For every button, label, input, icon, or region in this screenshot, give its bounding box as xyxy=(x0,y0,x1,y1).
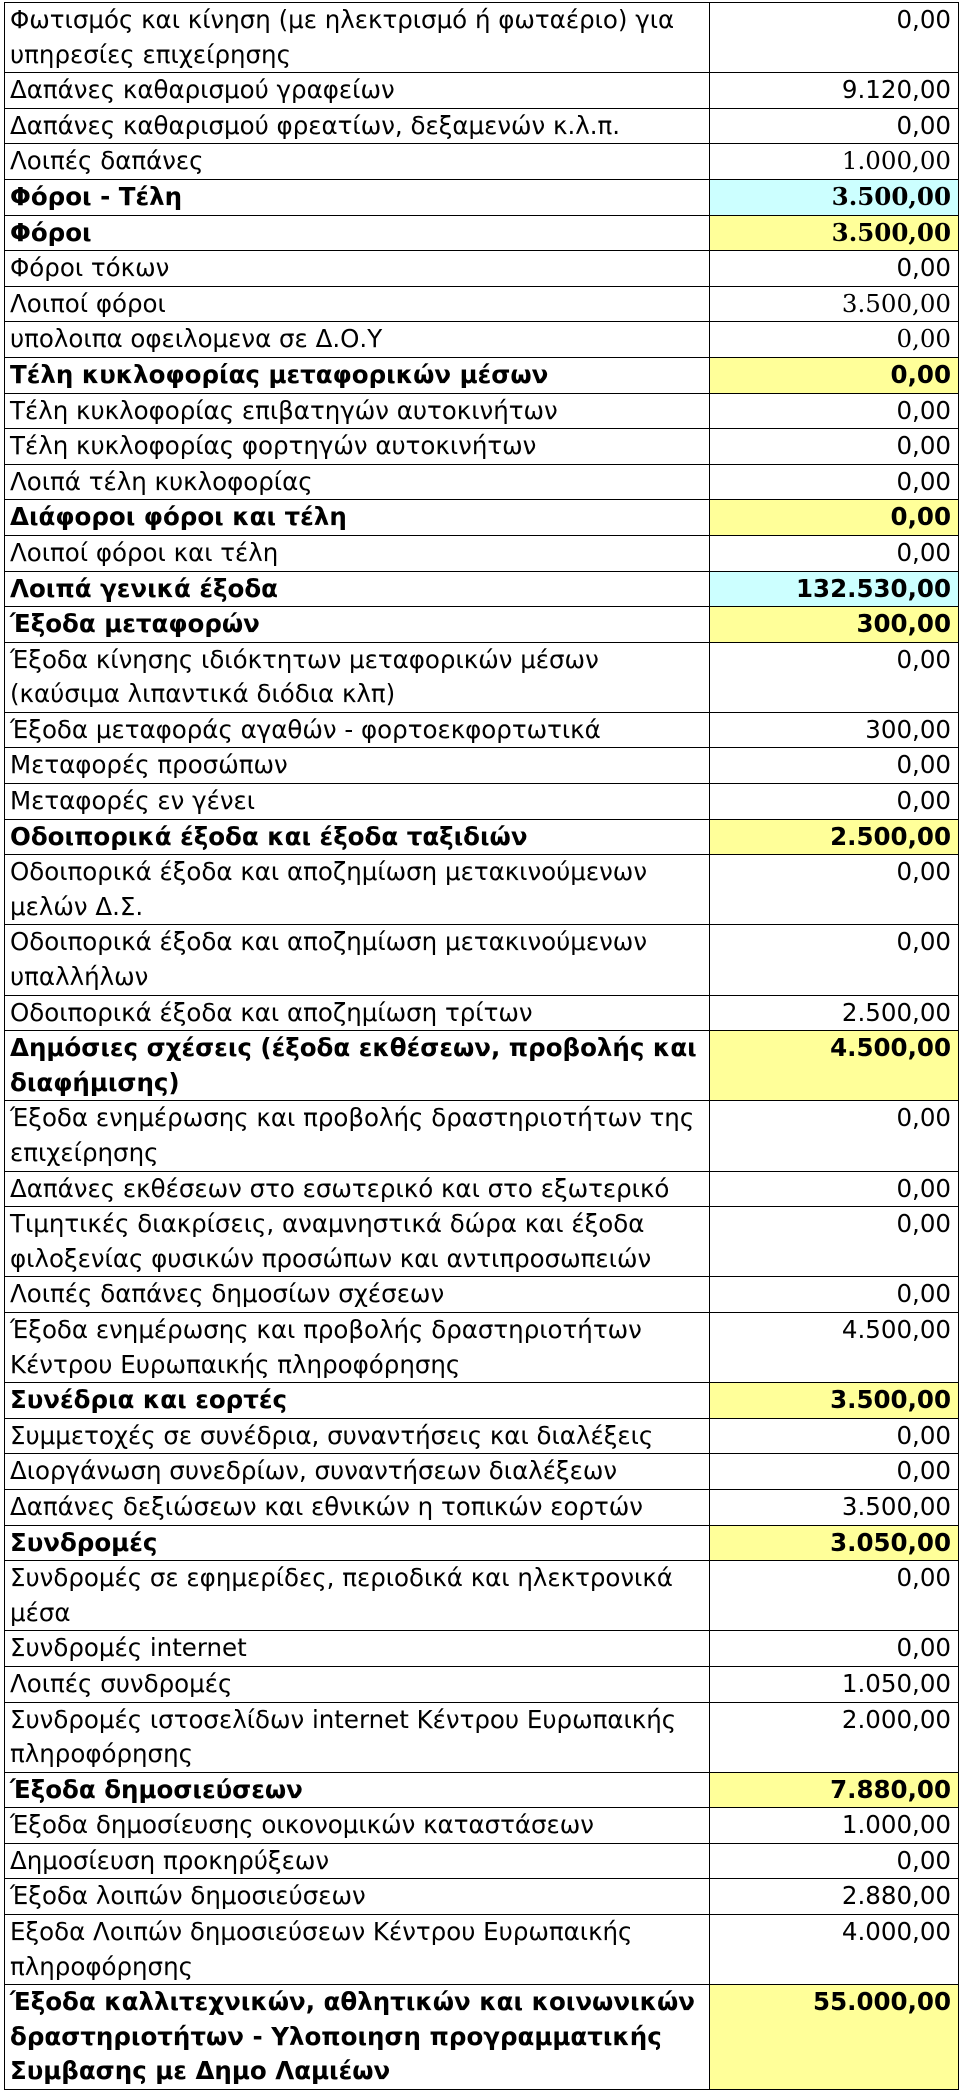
row-label: Έξοδα μεταφορών xyxy=(5,607,710,643)
row-amount: 0,00 xyxy=(710,642,959,712)
table-row xyxy=(5,393,959,429)
row-label: Τέλη κυκλοφορίας μεταφορικών μέσων xyxy=(5,357,710,393)
table-row xyxy=(5,1312,959,1382)
row-amount: 0,00 xyxy=(710,535,959,571)
row-label: Λοιπά τέλη κυκλοφορίας xyxy=(5,464,710,500)
row-amount: 55.000,00 xyxy=(710,1985,959,2090)
row-label: Μεταφορές προσώπων xyxy=(5,748,710,784)
row-amount: 0,00 xyxy=(710,393,959,429)
table-row xyxy=(5,1843,959,1879)
table-row xyxy=(5,179,959,215)
row-amount: 0,00 xyxy=(710,1561,959,1631)
table-row xyxy=(5,1383,959,1419)
row-amount: 0,00 xyxy=(710,784,959,820)
row-amount: 0,00 xyxy=(710,322,959,358)
table-row xyxy=(5,855,959,925)
row-label: Συνδρομές ιστοσελίδων internet Κέντρου Ευρωπαικής πληροφόρησης xyxy=(5,1702,710,1772)
table-row xyxy=(5,1207,959,1277)
row-amount: 0,00 xyxy=(710,108,959,144)
row-amount: 0,00 xyxy=(710,500,959,536)
row-label: Φόροι xyxy=(5,215,710,251)
table-row xyxy=(5,429,959,465)
table-row xyxy=(5,1525,959,1561)
row-amount: 9.120,00 xyxy=(710,73,959,109)
row-label: Φόροι τόκων xyxy=(5,251,710,287)
table-row xyxy=(5,322,959,358)
table-row xyxy=(5,1561,959,1631)
table-row xyxy=(5,1631,959,1667)
row-label: Έξοδα δημοσιεύσεων xyxy=(5,1772,710,1808)
row-label: Έξοδα ενημέρωσης και προβολής δραστηριοτήτων της επιχείρησης xyxy=(5,1101,710,1171)
table-row xyxy=(5,1418,959,1454)
row-label: Έξοδα ενημέρωσης και προβολής δραστηριοτήτων Κέντρου Ευρωπαικής πληροφόρησης xyxy=(5,1312,710,1382)
table-row xyxy=(5,1277,959,1313)
row-label: Έξοδα κίνησης ιδιόκτητων μεταφορικών μέσων (καύσιμα λιπαντικά διόδια κλπ) xyxy=(5,642,710,712)
row-label: Διάφοροι φόροι και τέλη xyxy=(5,500,710,536)
table-row xyxy=(5,925,959,995)
table-row xyxy=(5,1031,959,1101)
table-row xyxy=(5,1915,959,1985)
row-amount: 0,00 xyxy=(710,1207,959,1277)
row-amount: 132.530,00 xyxy=(710,571,959,607)
row-label: Λοιπά γενικά έξοδα xyxy=(5,571,710,607)
row-label: Δαπάνες εκθέσεων στο εσωτερικό και στο εξωτερικό xyxy=(5,1171,710,1207)
row-amount: 2.500,00 xyxy=(710,995,959,1031)
row-amount: 3.500,00 xyxy=(710,1383,959,1419)
table-row xyxy=(5,1171,959,1207)
row-amount: 0,00 xyxy=(710,1101,959,1171)
row-label: Δαπάνες δεξιώσεων και εθνικών η τοπικών εορτών xyxy=(5,1489,710,1525)
row-amount: 0,00 xyxy=(710,429,959,465)
row-amount: 300,00 xyxy=(710,607,959,643)
table-row xyxy=(5,1985,959,2090)
row-amount: 0,00 xyxy=(710,1277,959,1313)
row-label: Συνέδρια και εορτές xyxy=(5,1383,710,1419)
table-row xyxy=(5,108,959,144)
row-amount: 0,00 xyxy=(710,855,959,925)
row-label: Λοιποί φόροι και τέλη xyxy=(5,535,710,571)
row-label: Οδοιπορικά έξοδα και έξοδα ταξιδιών xyxy=(5,819,710,855)
row-amount: 2.880,00 xyxy=(710,1879,959,1915)
row-label: Λοιπές δαπάνες δημοσίων σχέσεων xyxy=(5,1277,710,1313)
table-row xyxy=(5,215,959,251)
row-amount: 0,00 xyxy=(710,357,959,393)
table-row xyxy=(5,1101,959,1171)
table-row xyxy=(5,1772,959,1808)
row-amount: 0,00 xyxy=(710,1843,959,1879)
row-label: Συνδρομές internet xyxy=(5,1631,710,1667)
row-label: Εξοδα Λοιπών δημοσιεύσεων Κέντρου Ευρωπαικής πληροφόρησης xyxy=(5,1915,710,1985)
row-label: Έξοδα δημοσίευσης οικονομικών καταστάσεων xyxy=(5,1808,710,1844)
row-amount: 0,00 xyxy=(710,1418,959,1454)
row-amount: 4.500,00 xyxy=(710,1031,959,1101)
row-label: Οδοιπορικά έξοδα και αποζημίωση τρίτων xyxy=(5,995,710,1031)
table-row xyxy=(5,357,959,393)
table-row xyxy=(5,748,959,784)
table-row xyxy=(5,819,959,855)
row-amount: 4.000,00 xyxy=(710,1915,959,1985)
table-row xyxy=(5,1702,959,1772)
table-row xyxy=(5,607,959,643)
row-label: Τέλη κυκλοφορίας φορτηγών αυτοκινήτων xyxy=(5,429,710,465)
row-amount: 0,00 xyxy=(710,925,959,995)
row-amount: 0,00 xyxy=(710,3,959,73)
row-amount: 3.500,00 xyxy=(710,179,959,215)
table-row xyxy=(5,1808,959,1844)
row-label: Δαπάνες καθαρισμού γραφείων xyxy=(5,73,710,109)
row-amount: 2.500,00 xyxy=(710,819,959,855)
row-label: Οδοιπορικά έξοδα και αποζημίωση μετακινούμενων μελών Δ.Σ. xyxy=(5,855,710,925)
row-amount: 3.500,00 xyxy=(710,1489,959,1525)
table-row xyxy=(5,535,959,571)
table-row xyxy=(5,642,959,712)
row-label: υπολοιπα οφειλομενα σε Δ.Ο.Υ xyxy=(5,322,710,358)
row-amount: 3.500,00 xyxy=(710,286,959,322)
row-label: Διοργάνωση συνεδρίων, συναντήσεων διαλέξεων xyxy=(5,1454,710,1490)
row-label: Δημόσιες σχέσεις (έξοδα εκθέσεων, προβολής και διαφήμισης) xyxy=(5,1031,710,1101)
row-amount: 2.000,00 xyxy=(710,1702,959,1772)
row-label: Συνδρομές σε εφημερίδες, περιοδικά και ηλεκτρονικά μέσα xyxy=(5,1561,710,1631)
row-label: Λοιπές δαπάνες xyxy=(5,144,710,180)
table-row xyxy=(5,1489,959,1525)
row-amount: 0,00 xyxy=(710,748,959,784)
row-label: Τέλη κυκλοφορίας επιβατηγών αυτοκινήτων xyxy=(5,393,710,429)
row-label: Φόροι - Τέλη xyxy=(5,179,710,215)
row-label: Λοιποί φόροι xyxy=(5,286,710,322)
row-amount: 1.000,00 xyxy=(710,1808,959,1844)
row-label: Λοιπές συνδρομές xyxy=(5,1666,710,1702)
table-row xyxy=(5,712,959,748)
row-label: Τιμητικές διακρίσεις, αναμνηστικά δώρα και έξοδα φιλοξενίας φυσικών προσώπων και αντιπροσωπειών xyxy=(5,1207,710,1277)
table-row xyxy=(5,251,959,287)
row-label: Δαπάνες καθαρισμού φρεατίων, δεξαμενών κ.λ.π. xyxy=(5,108,710,144)
table-row xyxy=(5,1454,959,1490)
row-amount: 1.000,00 xyxy=(710,144,959,180)
row-amount: 0,00 xyxy=(710,464,959,500)
row-amount: 3.500,00 xyxy=(710,215,959,251)
table-row xyxy=(5,1666,959,1702)
row-amount: 7.880,00 xyxy=(710,1772,959,1808)
row-amount: 4.500,00 xyxy=(710,1312,959,1382)
row-label: Δημοσίευση προκηρύξεων xyxy=(5,1843,710,1879)
table-row xyxy=(5,571,959,607)
row-label: Οδοιπορικά έξοδα και αποζημίωση μετακινούμενων υπαλλήλων xyxy=(5,925,710,995)
row-label: Έξοδα καλλιτεχνικών, αθλητικών και κοινωνικών δραστηριοτήτων - Υλοποιηση προγραμματικής Συμβασης με Δημο Λαμιέων xyxy=(5,1985,710,2090)
budget-table xyxy=(4,2,959,2090)
row-amount: 0,00 xyxy=(710,1631,959,1667)
row-label: Έξοδα μεταφοράς αγαθών - φορτοεκφορτωτικά xyxy=(5,712,710,748)
table-row xyxy=(5,3,959,73)
row-amount: 0,00 xyxy=(710,1454,959,1490)
row-label: Έξοδα λοιπών δημοσιεύσεων xyxy=(5,1879,710,1915)
row-amount: 1.050,00 xyxy=(710,1666,959,1702)
row-amount: 3.050,00 xyxy=(710,1525,959,1561)
table-row xyxy=(5,500,959,536)
table-row xyxy=(5,144,959,180)
table-row xyxy=(5,1879,959,1915)
row-label: Φωτισμός και κίνηση (με ηλεκτρισμό ή φωταέριο) για υπηρεσίες επιχείρησης xyxy=(5,3,710,73)
table-row xyxy=(5,464,959,500)
row-amount: 0,00 xyxy=(710,1171,959,1207)
row-amount: 0,00 xyxy=(710,251,959,287)
row-label: Συνδρομές xyxy=(5,1525,710,1561)
table-row xyxy=(5,286,959,322)
table-row xyxy=(5,995,959,1031)
row-amount: 300,00 xyxy=(710,712,959,748)
table-row xyxy=(5,784,959,820)
row-label: Μεταφορές εν γένει xyxy=(5,784,710,820)
table-row xyxy=(5,73,959,109)
budget-table-body xyxy=(5,3,959,2090)
row-label: Συμμετοχές σε συνέδρια, συναντήσεις και διαλέξεις xyxy=(5,1418,710,1454)
